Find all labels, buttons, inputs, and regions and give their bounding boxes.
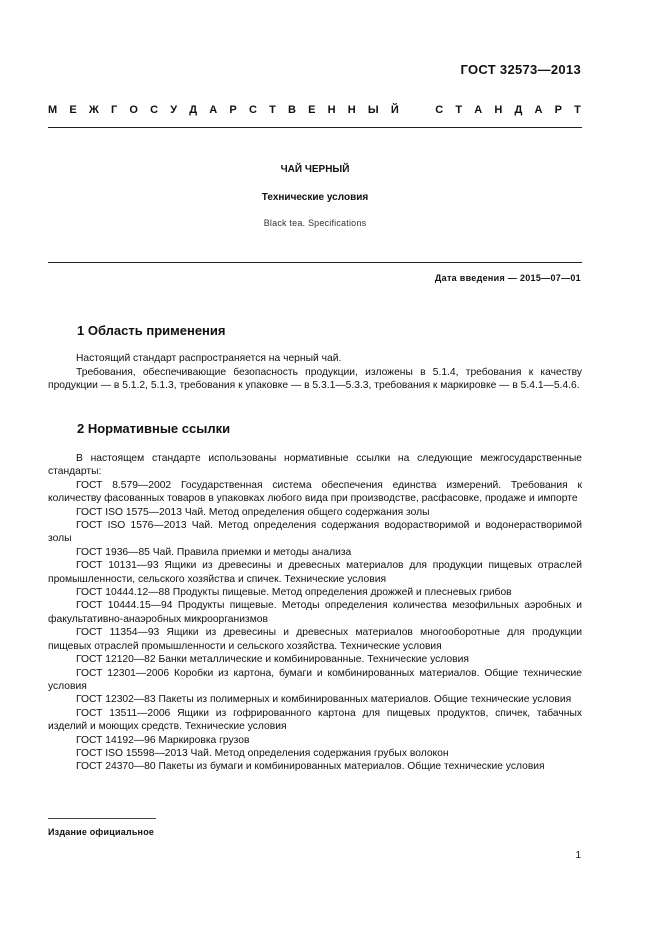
banner-letter: Р bbox=[554, 104, 562, 116]
reference-item: ГОСТ 13511—2006 Ящики из гофрированного картона для пищевых продуктов, спичек, табачных изделий и моющих средств. Технические условия bbox=[48, 707, 582, 733]
document-subtitle: Технические условия bbox=[261, 192, 369, 203]
page-number: 1 bbox=[575, 850, 581, 861]
banner-letter: У bbox=[170, 104, 178, 116]
banner-letter: Е bbox=[308, 104, 316, 116]
banner-letter: О bbox=[129, 104, 138, 116]
reference-item: ГОСТ ISO 1575—2013 Чай. Метод определения общего содержания золы bbox=[76, 506, 430, 518]
banner-letter: Н bbox=[327, 104, 336, 116]
reference-item: ГОСТ 14192—96 Маркировка грузов bbox=[76, 734, 250, 746]
reference-item: ГОСТ 10444.15—94 Продукты пищевые. Методы определения количества мезофильных аэробных и факультативно-анаэробных микроорганизмов bbox=[48, 600, 582, 625]
banner-letter: С bbox=[435, 104, 444, 116]
banner-letter: Н bbox=[347, 104, 356, 116]
reference-item: ГОСТ 12302—83 Пакеты из полимерных и комбинированных материалов. Общие технические условия bbox=[76, 694, 572, 706]
reference-item: ГОСТ 8.579—2002 Государственная система обеспечения единства измерений. Требования к количеству фасованных товаров в упаковках любого вида при производстве, расфасовке, продаже и импорте bbox=[48, 479, 582, 505]
section-2-body bbox=[48, 452, 582, 774]
footer-divider bbox=[48, 818, 156, 819]
reference-item: ГОСТ 12120—82 Банки металлические и комбинированные. Технические условия bbox=[76, 654, 469, 666]
interstate-standard-banner bbox=[48, 104, 581, 116]
banner-letter: Т bbox=[574, 104, 581, 116]
banner-letter: А bbox=[534, 104, 543, 116]
title-divider bbox=[48, 262, 582, 263]
introduction-date: Дата введения — 2015—07—01 bbox=[434, 273, 581, 283]
reference-item: ГОСТ ISO 15598—2013 Чай. Метод определения содержания грубых волокон bbox=[76, 747, 449, 759]
reference-item: ГОСТ 10131—93 Ящики из древесины и древесных материалов для продукции пищевых отраслей промышленности, сельского хозяйства и спичек. Технические условия bbox=[48, 560, 582, 585]
banner-letter: М bbox=[48, 104, 58, 116]
reference-item: ГОСТ 24370—80 Пакеты из бумаги и комбинированных материалов. Общие технические условия bbox=[76, 761, 545, 773]
section-1-body bbox=[48, 352, 582, 393]
paragraph: Требования, обеспечивающие безопасность продукции, изложены в 5.1.4, требования к качеству продукции — в 5.1.2, 5.1.3, требования к упаковке — в 5.3.1—5.3.3, требования к маркировке — в 5.4.1—5.4.6. bbox=[48, 366, 582, 391]
banner-letter: Р bbox=[229, 104, 237, 116]
reference-item: ГОСТ 1936—85 Чай. Правила приемки и методы анализа bbox=[76, 546, 352, 558]
banner-letter: А bbox=[209, 104, 218, 116]
banner-letter: А bbox=[474, 104, 483, 116]
banner-letter: Й bbox=[390, 104, 399, 116]
section-2-heading: 2 Нормативные ссылки bbox=[77, 421, 231, 436]
banner-letter: Е bbox=[69, 104, 77, 116]
banner-letter: С bbox=[248, 104, 257, 116]
reference-item: ГОСТ 10444.12—88 Продукты пищевые. Метод определения дрожжей и плесневых грибов bbox=[76, 587, 512, 599]
banner-letter: Т bbox=[269, 104, 276, 116]
banner-letter: Ы bbox=[367, 104, 379, 116]
banner-letter: Н bbox=[494, 104, 503, 116]
paragraph: В настоящем стандарте использованы нормативные ссылки на следующие межгосударственные стандарты: bbox=[48, 453, 582, 478]
banner-letter: Д bbox=[189, 104, 198, 116]
reference-item: ГОСТ 11354—93 Ящики из древесины и древесных материалов многооборотные для продукции пищевых отраслей промышленности и сельского хозяйства. Технические условия bbox=[48, 627, 582, 652]
header-divider bbox=[48, 127, 582, 128]
reference-item: ГОСТ 12301—2006 Коробки из картона, бумаги и комбинированных материалов. Общие технические условия bbox=[48, 667, 582, 692]
official-edition-label: Издание официальное bbox=[48, 827, 155, 837]
standard-code: ГОСТ 32573—2013 bbox=[460, 62, 581, 77]
paragraph: Настоящий стандарт распространяется на черный чай. bbox=[76, 353, 342, 364]
reference-item: ГОСТ ISO 1576—2013 Чай. Метод определения содержания водорастворимой и водонерастворимой золы bbox=[48, 520, 582, 545]
banner-letter: С bbox=[150, 104, 159, 116]
banner-letter: Т bbox=[455, 104, 463, 116]
english-title: Black tea. Specifications bbox=[263, 218, 367, 228]
banner-letter: Г bbox=[110, 104, 118, 116]
section-1-heading: 1 Область применения bbox=[77, 323, 226, 338]
document-title: ЧАЙ ЧЕРНЫЙ bbox=[280, 164, 350, 175]
banner-letter: Д bbox=[514, 104, 523, 116]
banner-letter: Ж bbox=[88, 104, 99, 116]
banner-letter: В bbox=[287, 104, 296, 116]
